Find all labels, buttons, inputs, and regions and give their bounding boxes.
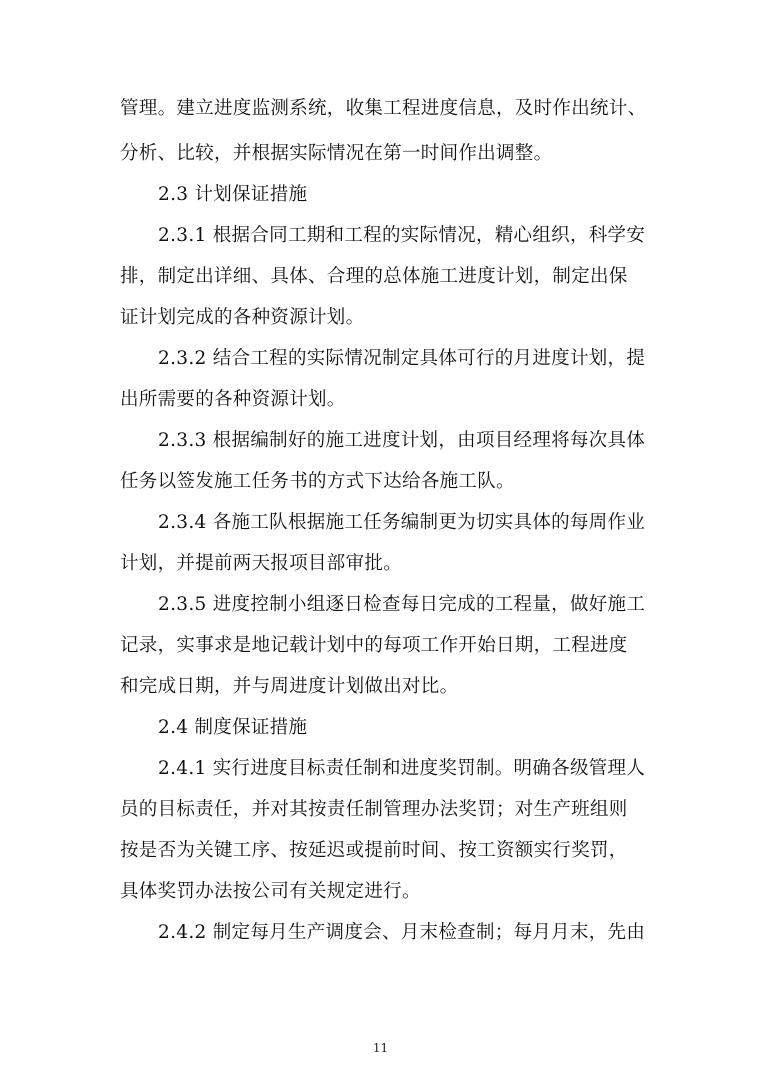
body-text-line: 任务以签发施工任务书的方式下达给各施工队。 xyxy=(120,471,515,492)
body-text-line: 2.4.1 实行进度目标责任制和进度奖罚制。明确各级管理人 xyxy=(158,758,646,779)
body-text-line: 员的目标责任，并对其按责任制管理办法奖罚；对生产班组则 xyxy=(120,799,628,820)
section-heading: 2.3 计划保证措施 xyxy=(158,184,308,205)
body-text-line: 记录，实事求是地记载计划中的每项工作开始日期，工程进度 xyxy=(120,635,628,656)
body-text-line: 证计划完成的各种资源计划。 xyxy=(120,307,365,328)
body-text-line: 2.3.3 根据编制好的施工进度计划，由项目经理将每次具体 xyxy=(158,430,646,451)
body-text-line: 和完成日期，并与周进度计划做出对比。 xyxy=(120,676,459,697)
page-number: 11 xyxy=(372,1041,389,1055)
body-text-line: 2.4.2 制定每月生产调度会、月末检查制；每月月末，先由 xyxy=(158,922,646,943)
body-text-line: 出所需要的各种资源计划。 xyxy=(120,389,346,410)
body-text-line: 2.3.5 进度控制小组逐日检查每日完成的工程量，做好施工 xyxy=(158,594,646,615)
body-text-line: 分析、比较，并根据实际情况在第一时间作出调整。 xyxy=(120,143,553,164)
body-text-line: 管理。建立进度监测系统，收集工程进度信息，及时作出统计、 xyxy=(120,98,647,119)
body-text-line: 2.3.2 结合工程的实际情况制定具体可行的月进度计划，提 xyxy=(158,348,646,369)
body-text-line: 具体奖罚办法按公司有关规定进行。 xyxy=(120,881,421,902)
body-text-line: 2.3.4 各施工队根据施工任务编制更为切实具体的每周作业 xyxy=(158,512,646,533)
body-text-line: 排，制定出详细、具体、合理的总体施工进度计划，制定出保 xyxy=(120,266,628,287)
section-heading: 2.4 制度保证措施 xyxy=(158,717,308,738)
body-text-line: 2.3.1 根据合同工期和工程的实际情况，精心组织，科学安 xyxy=(158,225,646,246)
body-text-line: 计划，并提前两天报项目部审批。 xyxy=(120,553,403,574)
body-text-line: 按是否为关键工序、按延迟或提前时间、按工资额实行奖罚， xyxy=(120,840,628,861)
